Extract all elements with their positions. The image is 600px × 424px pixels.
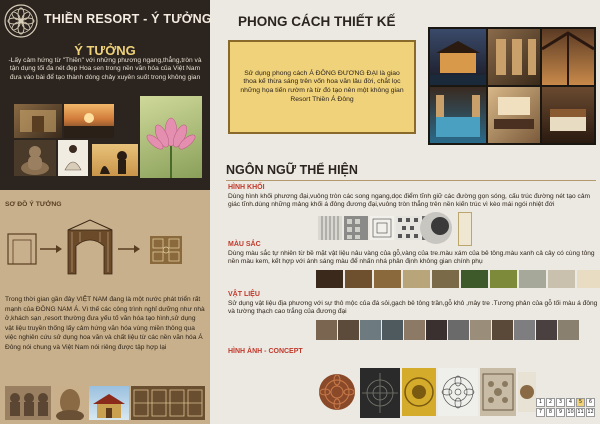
lotus-mandala-icon — [4, 4, 38, 38]
material-swatch — [382, 320, 403, 340]
page-title: THIỀN RESORT - Ý TƯỞNG — [44, 12, 212, 26]
photo-lattice-wall — [131, 386, 205, 420]
page-index-cell: 11 — [577, 409, 584, 415]
photo-gold-medallion — [402, 368, 436, 416]
diagram-title: SƠ ĐỒ Ý TƯỞNG — [5, 201, 62, 208]
photo-buddha-row — [5, 386, 51, 420]
interior-collage — [428, 27, 596, 145]
page-index-cell: 7 — [536, 408, 545, 417]
color-swatch — [432, 270, 459, 288]
photo-carved-lotus — [316, 366, 358, 418]
style-text: Sử dụng phong cách Á ĐÔNG ĐƯƠNG ĐẠI là giao thoa kế thừa sáng trên vốn hoa văn lâu đời, chắt lọc những họa tiến rườm rà từ đó tạo nên một không gian Resort Thiền Á Đông — [240, 69, 404, 103]
form-title: HÌNH KHỐI — [228, 184, 265, 191]
photo-temple — [89, 386, 129, 420]
photo-lotus-flower — [140, 96, 202, 178]
page-index-cell: 9 — [556, 408, 565, 417]
material-swatch — [492, 320, 513, 340]
photo-roof-beams — [542, 29, 594, 85]
color-swatch — [345, 270, 372, 288]
photo-meditation-room — [14, 104, 62, 138]
page-index-cell: 4 — [566, 398, 575, 407]
concept-diagram — [0, 212, 210, 292]
photo-bedroom — [542, 87, 594, 143]
idea-panel — [0, 0, 210, 190]
material-swatch — [514, 320, 535, 340]
concept-diagram-panel — [0, 190, 210, 424]
idea-text: -Lấy cảm hứng từ "Thiền" với những phương ngang,thẳng,tròn và tận dụng tối đa nét đẹp Hoa sen trong nền văn hóa của Việt Nam đưa vào bài để tạo thành dòng chảy xuyên suốt trong không gian — [8, 57, 202, 81]
photo-lounge — [488, 87, 540, 143]
material-title: VẬT LIỆU — [228, 291, 260, 298]
material-swatch — [558, 320, 579, 340]
photo-stone-relief — [480, 368, 516, 416]
photo-buddha-statue — [14, 140, 56, 176]
material-samples — [316, 320, 579, 340]
color-text: Dùng màu sắc tự nhiên từ bề mặt vật liệu nâu vàng của gỗ,vàng của tre.màu xám của bê tông.màu xanh cả cây có cùng tông nền màu kem, kết hợp với ánh sáng màu để nhấn nhá phân định không gian chính phụ — [228, 250, 595, 266]
style-title: PHONG CÁCH THIẾT KẾ — [238, 14, 396, 29]
photo-pool — [430, 87, 486, 143]
round-stone-icon — [418, 210, 454, 246]
expression-title: NGÔN NGỮ THỂ HIỆN — [226, 163, 358, 177]
material-swatch — [316, 320, 337, 340]
color-swatch — [490, 270, 517, 288]
form-text: Dùng hình khối phương đại,vuông tròn các song ngang,dọc điểm tĩnh giữ các đường gọn sóng, cấu trúc đường nét tạo cảm giác tĩnh.dùng những mảng khối á đông đương đại,vuông tròn thẳng trên nền kiến trúc vì kèo mái ngói nhiệt đới — [228, 193, 591, 209]
photo-pavilion-night — [430, 29, 486, 85]
page-index-cell-active: 5 — [576, 398, 585, 407]
color-swatch — [316, 270, 343, 288]
page-index-cell: 1 — [536, 398, 545, 407]
color-swatch — [577, 270, 600, 288]
pattern-panel — [458, 212, 472, 246]
material-text: Sử dụng vật liệu địa phương với sự thô mộc của đá sỏi,gạch bê tông trần,gỗ khô ,mây tre .Tương phản của gỗ tối màu á đông và tường thạch cao trắng của đương đại — [228, 300, 598, 316]
left-column — [0, 0, 210, 424]
color-swatch — [519, 270, 546, 288]
photo-carved-panel — [518, 372, 536, 412]
page-index-cell: 2 — [546, 398, 555, 407]
page-index-grid — [536, 398, 595, 417]
concept-title: HÌNH ẢNH - CONCEPT — [228, 348, 303, 355]
photo-white-mandala — [438, 368, 478, 416]
page-index-cell: 8 — [546, 408, 555, 417]
photo-meditating-woman — [58, 140, 88, 176]
material-swatch — [404, 320, 425, 340]
photo-wood-interior — [488, 29, 540, 85]
color-swatch — [461, 270, 488, 288]
page-index-cell: 6 — [586, 398, 595, 407]
photo-sunset-lake — [64, 104, 114, 138]
color-swatch — [374, 270, 401, 288]
page-index-cell: 10 — [567, 409, 574, 415]
idea-title: Ý TƯỞNG — [74, 43, 136, 58]
material-swatch — [426, 320, 447, 340]
material-swatch — [536, 320, 557, 340]
material-swatch — [360, 320, 381, 340]
color-palette — [316, 270, 600, 288]
diagram-text: Trong thời gian gần đây VIỆT NAM đang là một nước phát triển rất mạnh của ĐÔNG NAM Á. Vì thế các công trình nghỉ dưỡng như nhà ở,khách sạn ,resort thường đưa yếu tố văn hóa tạo hình,sử dụng vật liệu truyền thống lấy cảm hứng văn hóa vùng miền thông qua việc nghiên cứu sử dụng hoa văn và chất liệu từ các nền văn hóa Á Đông nói chung và Việt Nam nói riêng được tập hợp lại — [5, 296, 205, 351]
material-swatch — [338, 320, 359, 340]
page-index-cell: 12 — [587, 409, 594, 415]
divider — [226, 180, 596, 181]
style-box — [228, 40, 416, 134]
material-swatch — [470, 320, 491, 340]
photo-buddha-face — [53, 386, 87, 420]
color-swatch — [403, 270, 430, 288]
color-swatch — [548, 270, 575, 288]
photo-lotus-silhouette — [92, 144, 138, 176]
material-swatch — [448, 320, 469, 340]
color-title: MÀU SẮC — [228, 241, 261, 248]
photo-dark-lattice — [360, 368, 400, 418]
page-index-cell: 3 — [556, 398, 565, 407]
